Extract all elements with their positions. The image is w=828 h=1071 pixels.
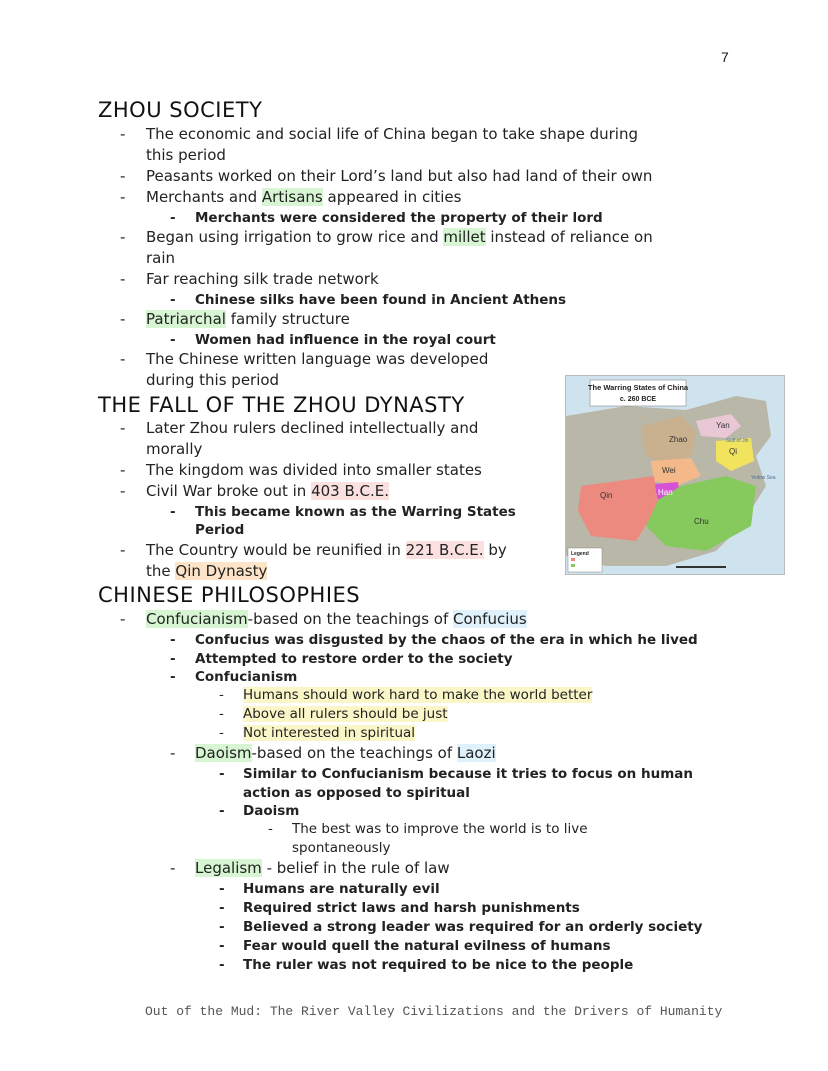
list-item-text: Above all rulers should be just	[243, 706, 448, 722]
highlight-person: Laozi	[456, 744, 496, 762]
map-label-qi: Qi	[729, 447, 737, 456]
list-item-text: This became known as the Warring States	[195, 504, 516, 520]
map-legend: Legend	[571, 551, 589, 557]
highlight-term: Confucianism	[146, 610, 248, 628]
list-item-text: Fear would quell the natural evilness of humans	[243, 938, 611, 954]
list-item-text: Later Zhou rulers declined intellectually and	[146, 419, 479, 437]
list-item-text: Patriarchal family structure	[146, 310, 350, 328]
list-item-text: rain	[146, 249, 176, 267]
map-label-wei: Wei	[662, 466, 676, 475]
map-label-sea: Yellow Sea	[751, 475, 776, 481]
list-item-text: Daoism	[243, 803, 300, 819]
highlight-term: Artisans	[261, 188, 323, 206]
list-item-text: The ruler was not required to be nice to the people	[243, 957, 634, 973]
list-item-text: Period	[195, 522, 245, 538]
map-label-zhao: Zhao	[669, 435, 688, 444]
heading-chinese-philosophies: CHINESE PHILOSOPHIES	[98, 583, 361, 607]
list-item-text: Humans are naturally evil	[243, 881, 440, 897]
heading-fall-of-zhou: THE FALL OF THE ZHOU DYNASTY	[98, 393, 465, 417]
highlight-person: Confucius	[453, 610, 527, 628]
list-item-text: Far reaching silk trade network	[146, 270, 379, 288]
list-item-text: Similar to Confucianism because it tries to focus on human	[243, 766, 693, 782]
heading-zhou-society: ZHOU SOCIETY	[98, 98, 263, 122]
highlight-term: Patriarchal	[146, 310, 226, 328]
list-item-text: Merchants and Artisans appeared in cities	[146, 188, 462, 206]
map-label-qin: Qin	[600, 491, 613, 500]
highlight-date: 221 B.C.E.	[405, 541, 484, 559]
page-footer: Out of the Mud: The River Valley Civilizations and the Drivers of Humanity	[145, 1004, 723, 1019]
list-item-text: The best was to improve the world is to live	[292, 821, 588, 837]
list-item-text: during this period	[146, 371, 280, 389]
list-item-text: Women had influence in the royal court	[195, 332, 496, 348]
page-number: 7	[721, 49, 729, 65]
list-item-text: The kingdom was divided into smaller states	[146, 461, 482, 479]
map-label-chu: Chu	[694, 517, 709, 526]
list-item-text: Believed a strong leader was required for an orderly society	[243, 919, 703, 935]
list-item-text: Chinese silks have been found in Ancient Athens	[195, 292, 567, 308]
list-item-text: The economic and social life of China began to take shape during	[146, 125, 638, 143]
list-item-text: Merchants were considered the property of their lord	[195, 210, 603, 226]
list-item-text: morally	[146, 440, 203, 458]
highlight-term: Legalism	[195, 859, 262, 877]
list-item-text: Confucianism	[195, 669, 298, 685]
list-item-text: Confucianism-based on the teachings of Confucius	[146, 610, 527, 628]
highlight-date: 403 B.C.E.	[311, 482, 390, 500]
highlight-term: Daoism	[195, 744, 252, 762]
list-item-text: Civil War broke out in 403 B.C.E.	[146, 482, 390, 500]
map-title-line1: The Warring States of China	[587, 383, 689, 392]
highlight-term: Qin Dynasty	[175, 562, 268, 580]
map-label-gulf: Gulf of Jin	[726, 438, 749, 444]
list-item-text: Attempted to restore order to the society	[195, 651, 513, 667]
list-item-text: The Country would be reunified in 221 B.C.E. by	[146, 541, 507, 559]
list-item-text: action as opposed to spiritual	[243, 785, 470, 801]
map-label-yan: Yan	[716, 421, 730, 430]
map-title-line2: c. 260 BCE	[619, 396, 657, 403]
map-label-han: Han	[658, 488, 673, 497]
list-item-text: Legalism - belief in the rule of law	[195, 859, 450, 877]
warring-states-map	[565, 375, 785, 575]
list-item-text: Peasants worked on their Lord’s land but also had land of their own	[146, 167, 653, 185]
list-item-text: the Qin Dynasty	[146, 562, 268, 580]
highlight-term: millet	[443, 228, 486, 246]
list-item-text: Daoism-based on the teachings of Laozi	[195, 744, 496, 762]
list-item-text: Humans should work hard to make the world better	[243, 687, 593, 703]
list-item-text: this period	[146, 146, 226, 164]
list-item-text: spontaneously	[292, 840, 391, 856]
list-item-text: The Chinese written language was developed	[146, 350, 489, 368]
list-item-text: Required strict laws and harsh punishments	[243, 900, 580, 916]
list-item-text: Not interested in spiritual	[243, 725, 416, 741]
list-item-text: Began using irrigation to grow rice and millet instead of reliance on	[146, 228, 653, 246]
list-item-text: Confucius was disgusted by the chaos of the era in which he lived	[195, 632, 698, 648]
